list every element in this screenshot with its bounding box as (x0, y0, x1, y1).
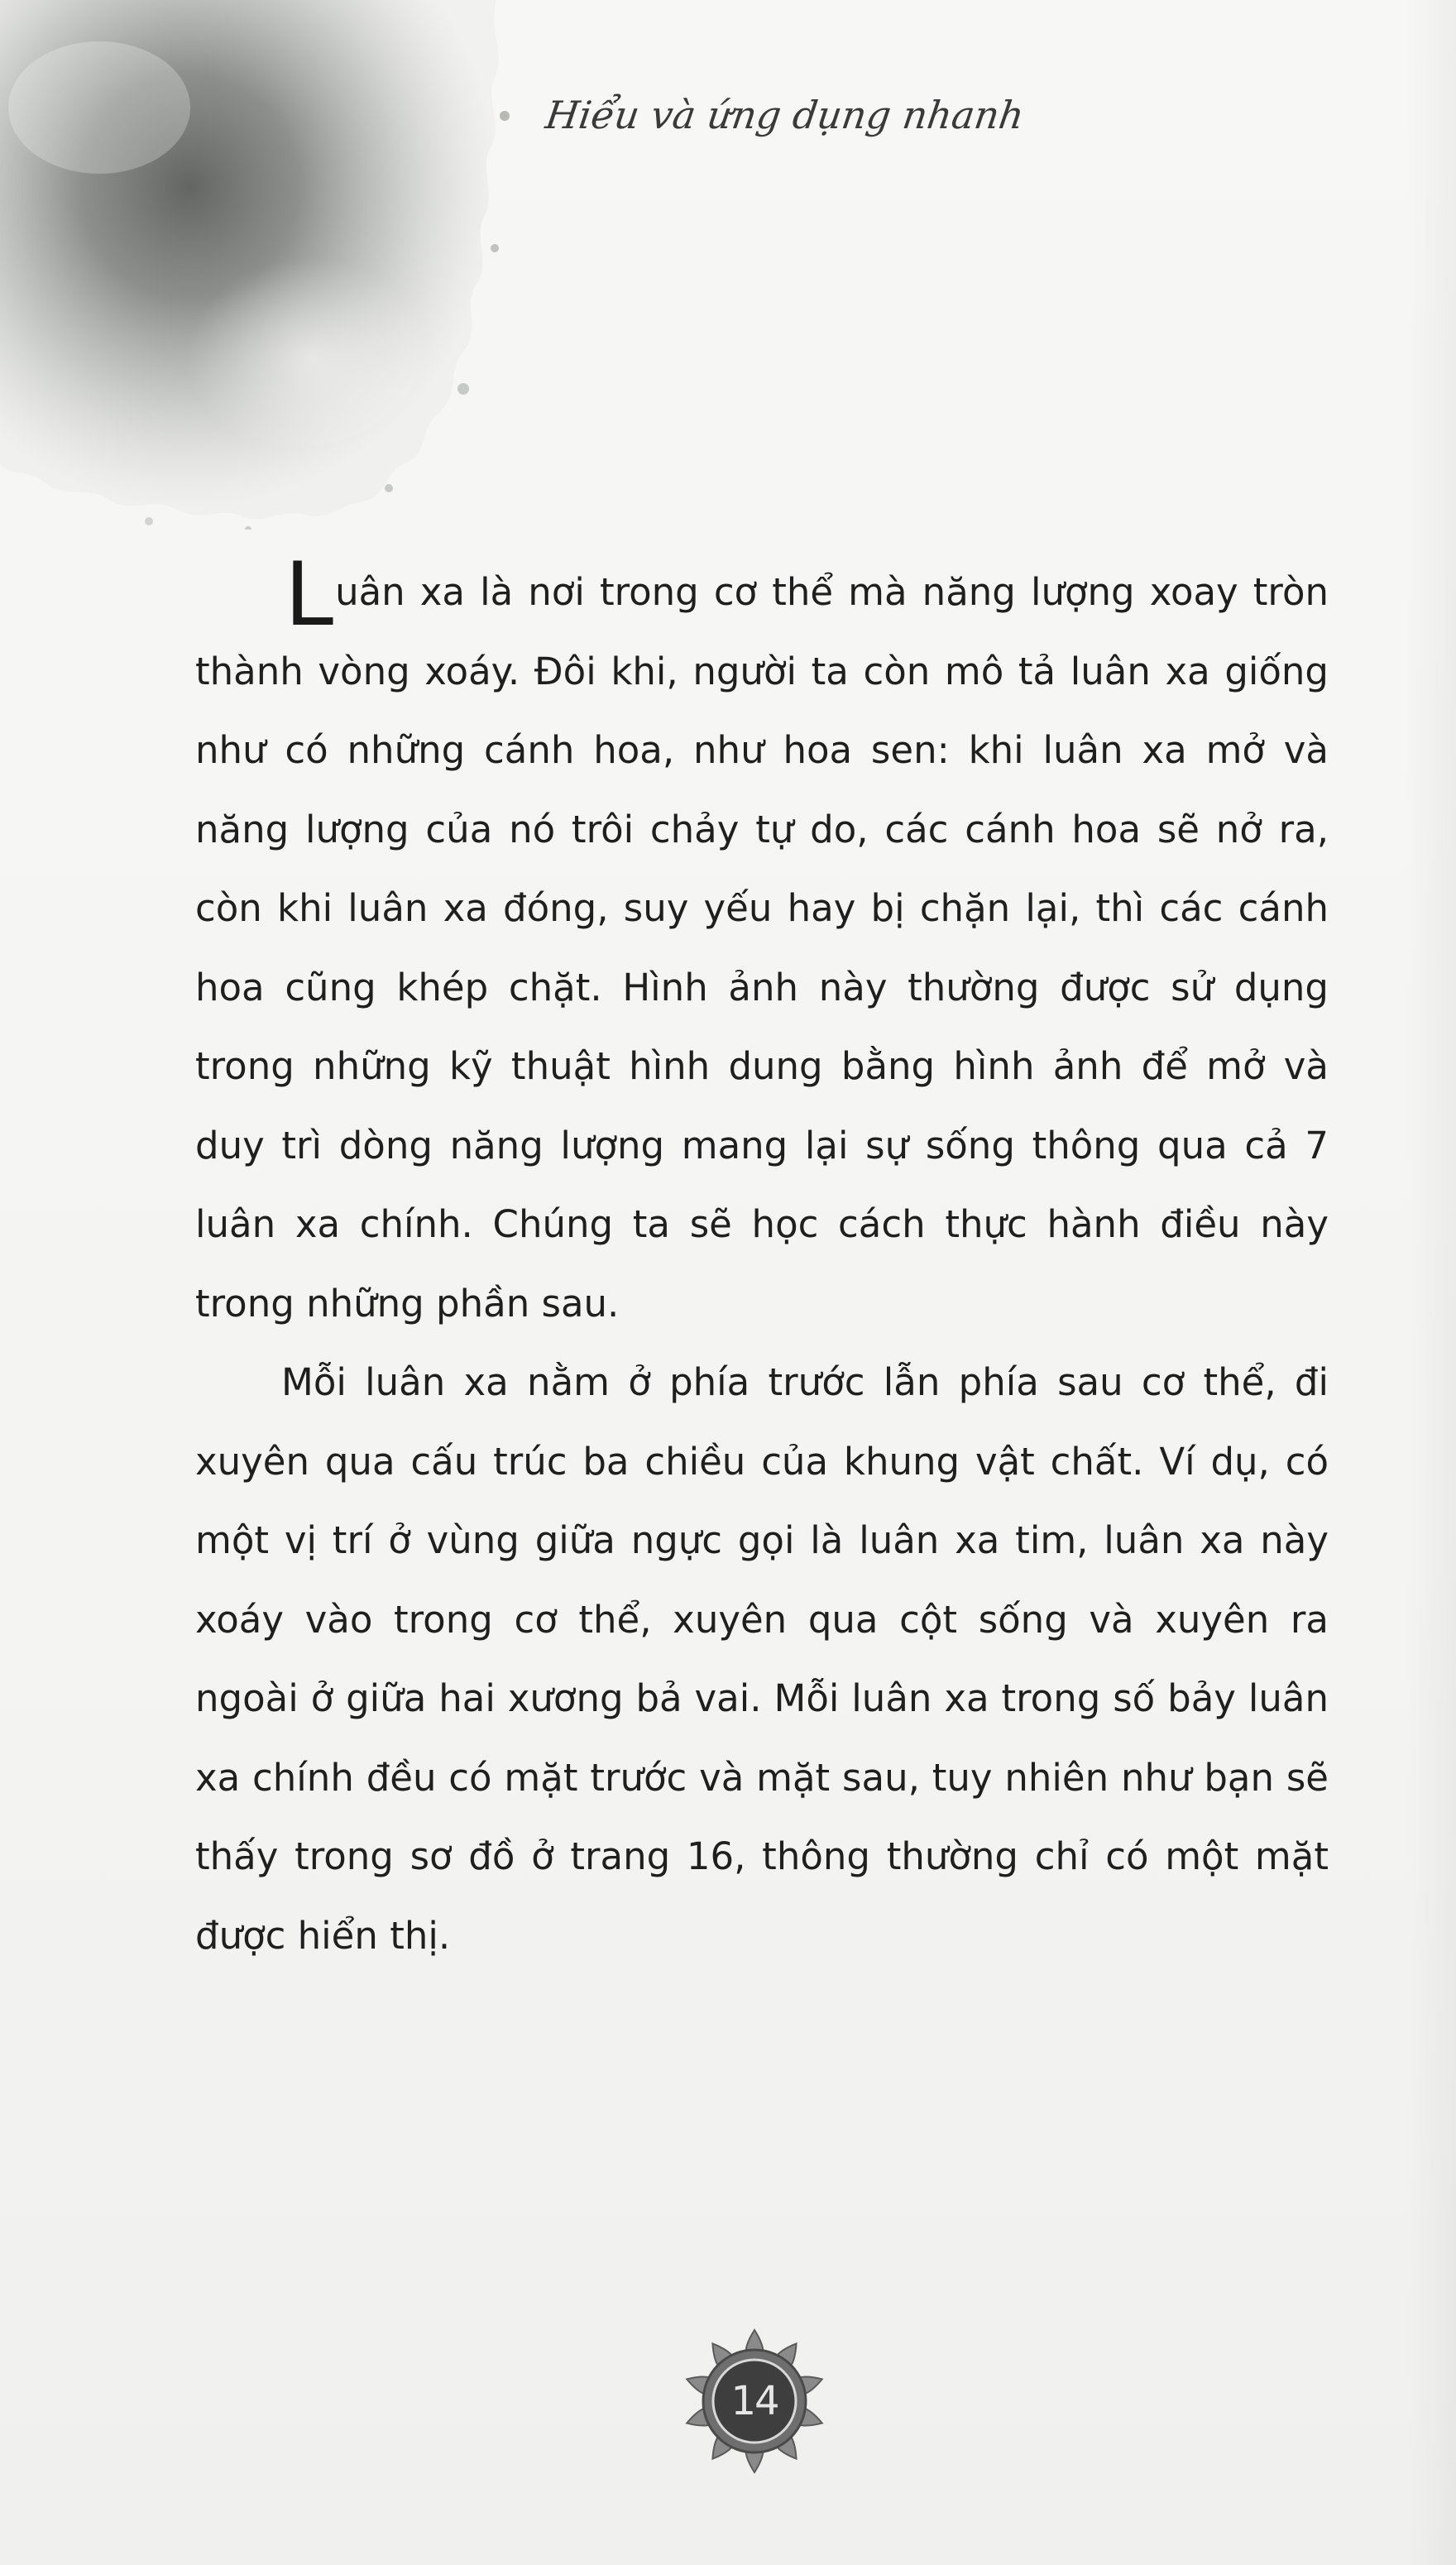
drop-cap: L (285, 544, 334, 645)
page-edge-shadow (1406, 0, 1456, 2565)
paragraph-1-text: uân xa là nơi trong cơ thể mà năng lượng xoay tròn thành vòng xoáy. Đôi khi, người ta còn mô tả luân xa giống như có những cánh hoa, như hoa sen: khi luân xa mở và năng lượng của nó trôi chảy tự do, các cánh hoa sẽ nở ra, còn khi luân xa đóng, suy yếu hay bị chặn lại, thì các cánh hoa cũng khép chặt. Hình ảnh này thường được sử dụng trong những kỹ thuật hình dung bằng hình ảnh để mở và duy trì dòng năng lượng mang lại sự sống thông qua cả 7 luân xa chính. Chúng ta sẽ học cách thực hành điều này trong những phần sau. (195, 570, 1329, 1326)
paragraph-2: Mỗi luân xa nằm ở phía trước lẫn phía sau cơ thể, đi xuyên qua cấu trúc ba chiều của khung vật chất. Ví dụ, có một vị trí ở vùng giữa ngực gọi là luân xa tim, luân xa này xoáy vào trong cơ thể, xuyên qua cột sống và xuyên ra ngoài ở giữa hai xương bả vai. Mỗi luân xa trong số bảy luân xa chính đều có mặt trước và mặt sau, tuy nhiên như bạn sẽ thấy trong sơ đồ ở trang 16, thông thường chỉ có một mặt được hiển thị. (195, 1360, 1329, 1958)
page-number: 14 (730, 2378, 778, 2424)
body-text (195, 544, 1329, 1975)
running-header-title: Hiểu và ứng dụng nhanh (543, 93, 1027, 137)
paragraph-1 (195, 544, 1329, 1343)
ink-splash-decoration (0, 0, 529, 530)
page-number-badge (680, 2327, 829, 2476)
